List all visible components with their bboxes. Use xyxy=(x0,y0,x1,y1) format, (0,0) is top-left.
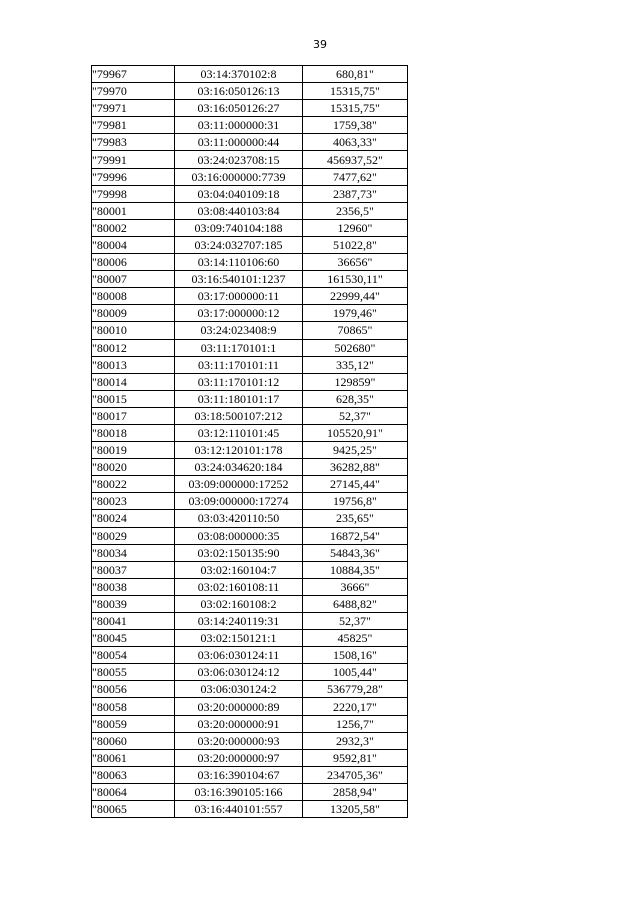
table-row xyxy=(92,493,408,510)
row-id-cell: "80007 xyxy=(92,271,175,288)
amount-cell: 7477,62" xyxy=(303,168,408,185)
cadastral-number-cell: 03:11:170101:11 xyxy=(175,356,303,373)
amount-cell: 3666" xyxy=(303,578,408,595)
cadastral-number-cell: 03:03:420110:50 xyxy=(175,510,303,527)
row-id-cell: "80014 xyxy=(92,373,175,390)
data-table xyxy=(91,65,408,818)
amount-cell: 9592,81" xyxy=(303,749,408,766)
amount-cell: 6488,82" xyxy=(303,595,408,612)
table-row xyxy=(92,305,408,322)
row-id-cell: "80017 xyxy=(92,407,175,424)
table-row xyxy=(92,202,408,219)
amount-cell: 2932,3" xyxy=(303,732,408,749)
row-id-cell: "80023 xyxy=(92,493,175,510)
table-row xyxy=(92,407,408,424)
cadastral-number-cell: 03:20:000000:91 xyxy=(175,715,303,732)
cadastral-number-cell: 03:04:040109:18 xyxy=(175,185,303,202)
row-id-cell: "80012 xyxy=(92,339,175,356)
cadastral-number-cell: 03:06:030124:12 xyxy=(175,664,303,681)
amount-cell: 2220,17" xyxy=(303,698,408,715)
row-id-cell: "80055 xyxy=(92,664,175,681)
row-id-cell: "79967 xyxy=(92,66,175,83)
amount-cell: 161530,11" xyxy=(303,271,408,288)
table-row xyxy=(92,134,408,151)
row-id-cell: "80045 xyxy=(92,630,175,647)
table-row xyxy=(92,117,408,134)
amount-cell: 335,12" xyxy=(303,356,408,373)
amount-cell: 1508,16" xyxy=(303,647,408,664)
cadastral-number-cell: 03:11:180101:17 xyxy=(175,390,303,407)
table-row xyxy=(92,356,408,373)
table-row xyxy=(92,254,408,271)
cadastral-number-cell: 03:09:000000:17274 xyxy=(175,493,303,510)
row-id-cell: "80009 xyxy=(92,305,175,322)
row-id-cell: "80020 xyxy=(92,459,175,476)
amount-cell: 456937,52" xyxy=(303,151,408,168)
table-row xyxy=(92,185,408,202)
cadastral-number-cell: 03:16:440101:557 xyxy=(175,801,303,818)
table-row xyxy=(92,578,408,595)
amount-cell: 10884,35" xyxy=(303,561,408,578)
cadastral-number-cell: 03:16:390105:166 xyxy=(175,783,303,800)
amount-cell: 12960" xyxy=(303,219,408,236)
cadastral-number-cell: 03:11:170101:1 xyxy=(175,339,303,356)
table-row xyxy=(92,442,408,459)
amount-cell: 1256,7" xyxy=(303,715,408,732)
row-id-cell: "80004 xyxy=(92,236,175,253)
cadastral-number-cell: 03:24:032707:185 xyxy=(175,236,303,253)
amount-cell: 52,37" xyxy=(303,613,408,630)
row-id-cell: "80018 xyxy=(92,424,175,441)
amount-cell: 234705,36" xyxy=(303,766,408,783)
amount-cell: 70865" xyxy=(303,322,408,339)
amount-cell: 15315,75" xyxy=(303,83,408,100)
row-id-cell: "79983 xyxy=(92,134,175,151)
table-row xyxy=(92,801,408,818)
amount-cell: 54843,36" xyxy=(303,544,408,561)
row-id-cell: "80019 xyxy=(92,442,175,459)
row-id-cell: "80058 xyxy=(92,698,175,715)
cadastral-number-cell: 03:12:120101:178 xyxy=(175,442,303,459)
cadastral-number-cell: 03:17:000000:11 xyxy=(175,288,303,305)
table-row xyxy=(92,732,408,749)
amount-cell: 22999,44" xyxy=(303,288,408,305)
cadastral-number-cell: 03:17:000000:12 xyxy=(175,305,303,322)
amount-cell: 502680" xyxy=(303,339,408,356)
table-row xyxy=(92,424,408,441)
cadastral-number-cell: 03:16:390104:67 xyxy=(175,766,303,783)
table-row xyxy=(92,544,408,561)
row-id-cell: "80001 xyxy=(92,202,175,219)
cadastral-number-cell: 03:02:160108:2 xyxy=(175,595,303,612)
cadastral-number-cell: 03:24:034620:184 xyxy=(175,459,303,476)
table-row xyxy=(92,151,408,168)
row-id-cell: "79991 xyxy=(92,151,175,168)
table-row xyxy=(92,664,408,681)
cadastral-number-cell: 03:16:000000:7739 xyxy=(175,168,303,185)
amount-cell: 36282,88" xyxy=(303,459,408,476)
amount-cell: 1759,38" xyxy=(303,117,408,134)
row-id-cell: "79981 xyxy=(92,117,175,134)
table-row xyxy=(92,66,408,83)
table-row xyxy=(92,476,408,493)
row-id-cell: "79998 xyxy=(92,185,175,202)
cadastral-number-cell: 03:06:030124:11 xyxy=(175,647,303,664)
table-row xyxy=(92,630,408,647)
amount-cell: 235,65" xyxy=(303,510,408,527)
table-row xyxy=(92,459,408,476)
page-number: 39 xyxy=(313,38,327,51)
cadastral-number-cell: 03:09:000000:17252 xyxy=(175,476,303,493)
cadastral-number-cell: 03:11:000000:31 xyxy=(175,117,303,134)
table-row xyxy=(92,390,408,407)
table-row xyxy=(92,749,408,766)
amount-cell: 19756,8" xyxy=(303,493,408,510)
row-id-cell: "80061 xyxy=(92,749,175,766)
row-id-cell: "80041 xyxy=(92,613,175,630)
cadastral-number-cell: 03:02:150135:90 xyxy=(175,544,303,561)
cadastral-number-cell: 03:11:000000:44 xyxy=(175,134,303,151)
row-id-cell: "79970 xyxy=(92,83,175,100)
cadastral-number-cell: 03:02:160108:11 xyxy=(175,578,303,595)
cadastral-number-cell: 03:16:540101:1237 xyxy=(175,271,303,288)
amount-cell: 1005,44" xyxy=(303,664,408,681)
cadastral-number-cell: 03:16:050126:13 xyxy=(175,83,303,100)
row-id-cell: "80006 xyxy=(92,254,175,271)
amount-cell: 4063,33" xyxy=(303,134,408,151)
table-row xyxy=(92,236,408,253)
table-body xyxy=(92,66,408,818)
table-row xyxy=(92,83,408,100)
cadastral-number-cell: 03:20:000000:97 xyxy=(175,749,303,766)
amount-cell: 9425,25" xyxy=(303,442,408,459)
row-id-cell: "80037 xyxy=(92,561,175,578)
row-id-cell: "80064 xyxy=(92,783,175,800)
amount-cell: 628,35" xyxy=(303,390,408,407)
amount-cell: 536779,28" xyxy=(303,681,408,698)
cadastral-number-cell: 03:11:170101:12 xyxy=(175,373,303,390)
row-id-cell: "80063 xyxy=(92,766,175,783)
table-row xyxy=(92,647,408,664)
cadastral-number-cell: 03:08:440103:84 xyxy=(175,202,303,219)
amount-cell: 2387,73" xyxy=(303,185,408,202)
row-id-cell: "80056 xyxy=(92,681,175,698)
table-row xyxy=(92,339,408,356)
row-id-cell: "80034 xyxy=(92,544,175,561)
amount-cell: 45825" xyxy=(303,630,408,647)
row-id-cell: "80002 xyxy=(92,219,175,236)
row-id-cell: "80059 xyxy=(92,715,175,732)
amount-cell: 16872,54" xyxy=(303,527,408,544)
amount-cell: 129859" xyxy=(303,373,408,390)
cadastral-number-cell: 03:14:240119:31 xyxy=(175,613,303,630)
table-row xyxy=(92,595,408,612)
amount-cell: 13205,58" xyxy=(303,801,408,818)
table-row xyxy=(92,219,408,236)
cadastral-number-cell: 03:02:160104:7 xyxy=(175,561,303,578)
table-row xyxy=(92,527,408,544)
table-row xyxy=(92,613,408,630)
cadastral-number-cell: 03:08:000000:35 xyxy=(175,527,303,544)
cadastral-number-cell: 03:06:030124:2 xyxy=(175,681,303,698)
row-id-cell: "80013 xyxy=(92,356,175,373)
cadastral-number-cell: 03:24:023708:15 xyxy=(175,151,303,168)
table-row xyxy=(92,783,408,800)
row-id-cell: "79971 xyxy=(92,100,175,117)
cadastral-number-cell: 03:20:000000:89 xyxy=(175,698,303,715)
table-row xyxy=(92,681,408,698)
row-id-cell: "80039 xyxy=(92,595,175,612)
row-id-cell: "80038 xyxy=(92,578,175,595)
amount-cell: 15315,75" xyxy=(303,100,408,117)
row-id-cell: "80022 xyxy=(92,476,175,493)
cadastral-number-cell: 03:14:110106:60 xyxy=(175,254,303,271)
cadastral-number-cell: 03:09:740104:188 xyxy=(175,219,303,236)
table-row xyxy=(92,288,408,305)
amount-cell: 36656" xyxy=(303,254,408,271)
table-row xyxy=(92,373,408,390)
table-row xyxy=(92,561,408,578)
cadastral-number-cell: 03:24:023408:9 xyxy=(175,322,303,339)
row-id-cell: "80029 xyxy=(92,527,175,544)
amount-cell: 2858,94" xyxy=(303,783,408,800)
row-id-cell: "80065 xyxy=(92,801,175,818)
amount-cell: 2356,5" xyxy=(303,202,408,219)
table-row xyxy=(92,698,408,715)
cadastral-number-cell: 03:18:500107:212 xyxy=(175,407,303,424)
amount-cell: 27145,44" xyxy=(303,476,408,493)
table-row xyxy=(92,100,408,117)
row-id-cell: "80008 xyxy=(92,288,175,305)
row-id-cell: "80010 xyxy=(92,322,175,339)
table-row xyxy=(92,766,408,783)
cadastral-number-cell: 03:20:000000:93 xyxy=(175,732,303,749)
row-id-cell: "80060 xyxy=(92,732,175,749)
cadastral-number-cell: 03:16:050126:27 xyxy=(175,100,303,117)
table-row xyxy=(92,168,408,185)
amount-cell: 52,37" xyxy=(303,407,408,424)
table-row xyxy=(92,510,408,527)
table-row xyxy=(92,715,408,732)
cadastral-number-cell: 03:14:370102:8 xyxy=(175,66,303,83)
row-id-cell: "80015 xyxy=(92,390,175,407)
row-id-cell: "79996 xyxy=(92,168,175,185)
amount-cell: 680,81" xyxy=(303,66,408,83)
cadastral-number-cell: 03:02:150121:1 xyxy=(175,630,303,647)
row-id-cell: "80024 xyxy=(92,510,175,527)
cadastral-number-cell: 03:12:110101:45 xyxy=(175,424,303,441)
table-row xyxy=(92,322,408,339)
amount-cell: 105520,91" xyxy=(303,424,408,441)
amount-cell: 51022,8" xyxy=(303,236,408,253)
amount-cell: 1979,46" xyxy=(303,305,408,322)
row-id-cell: "80054 xyxy=(92,647,175,664)
table-row xyxy=(92,271,408,288)
